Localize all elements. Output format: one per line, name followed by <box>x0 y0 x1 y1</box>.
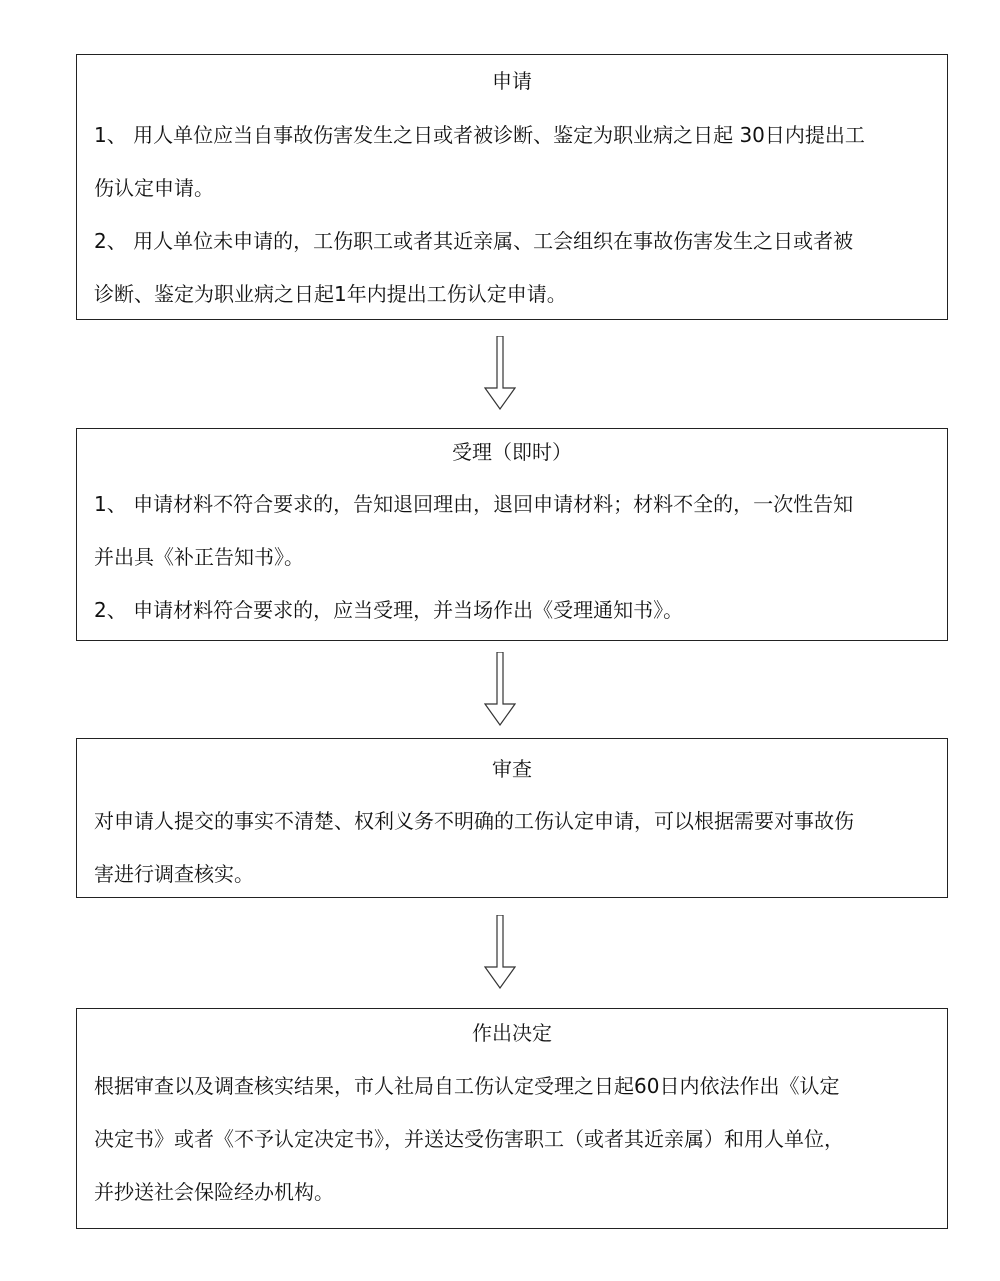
step-title: 作出决定 <box>472 1021 552 1045</box>
step-text-line: 伤认定申请。 <box>94 176 214 200</box>
step-text-line: 2、 申请材料符合要求的，应当受理，并当场作出《受理通知书》。 <box>94 598 684 622</box>
step-title: 受理（即时） <box>452 440 572 464</box>
step-text-line: 诊断、鉴定为职业病之日起1年内提出工伤认定申请。 <box>94 282 567 306</box>
step-title: 审查 <box>492 757 532 781</box>
step-text-line: 1、 用人单位应当自事故伤害发生之日或者被诊断、鉴定为职业病之日起 30日内提出工 <box>94 123 865 147</box>
step-box-acceptance <box>76 428 948 641</box>
down-arrow-icon <box>484 915 516 989</box>
down-arrow-icon <box>484 336 516 410</box>
step-title: 申请 <box>492 69 532 93</box>
step-text-line: 决定书》或者《不予认定决定书》，并送达受伤害职工（或者其近亲属）和用人单位， <box>94 1127 844 1151</box>
step-box-review <box>76 738 948 898</box>
step-text-line: 根据审查以及调查核实结果，市人社局自工伤认定受理之日起60日内依法作出《认定 <box>94 1074 840 1098</box>
down-arrow-icon <box>484 652 516 726</box>
step-text-line: 1、 申请材料不符合要求的，告知退回理由，退回申请材料；材料不全的，一次性告知 <box>94 492 854 516</box>
step-text-line: 并抄送社会保险经办机构。 <box>94 1180 334 1204</box>
step-box-decision <box>76 1008 948 1229</box>
step-text-line: 2、 用人单位未申请的，工伤职工或者其近亲属、工会组织在事故伤害发生之日或者被 <box>94 229 854 253</box>
step-text-line: 对申请人提交的事实不清楚、权利义务不明确的工伤认定申请，可以根据需要对事故伤 <box>94 809 854 833</box>
step-box-application <box>76 54 948 320</box>
step-text-line: 害进行调查核实。 <box>94 862 254 886</box>
step-text-line: 并出具《补正告知书》。 <box>94 545 304 569</box>
